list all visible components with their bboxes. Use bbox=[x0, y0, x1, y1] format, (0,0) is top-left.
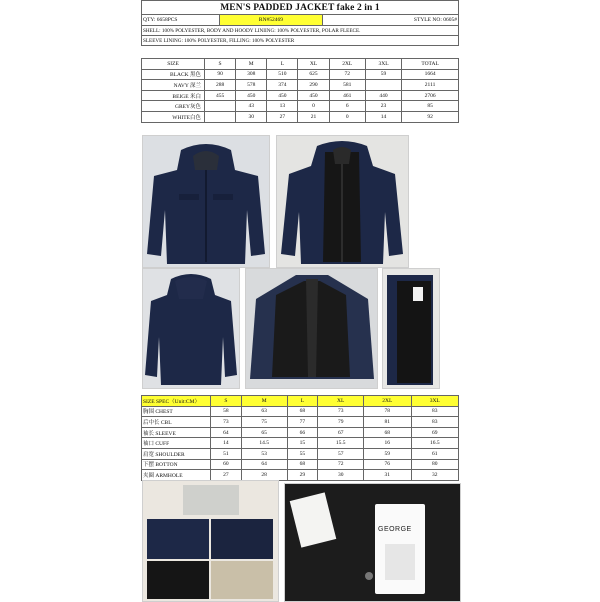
qty-cell: 59 bbox=[365, 69, 401, 80]
qty-cell: 450 bbox=[236, 90, 267, 101]
qty-cell: 581 bbox=[329, 80, 365, 91]
qty-color-label: NAVY 深兰 bbox=[142, 80, 205, 91]
spec-header-cell: 3XL bbox=[411, 396, 459, 407]
spec-cell: 83 bbox=[411, 406, 459, 417]
spec-cell: 30 bbox=[318, 470, 364, 481]
spec-cell: 57 bbox=[318, 448, 364, 459]
spec-cell: 58 bbox=[211, 406, 242, 417]
spec-row bbox=[142, 406, 459, 417]
spec-row bbox=[142, 470, 459, 481]
qty-cell: 374 bbox=[267, 80, 298, 91]
qty-cell: 27 bbox=[267, 111, 298, 122]
qty-cell: 578 bbox=[236, 80, 267, 91]
qty-row bbox=[142, 111, 459, 122]
spec-cell: 72 bbox=[318, 459, 364, 470]
spec-cell: 31 bbox=[364, 470, 411, 481]
qty-cell: 308 bbox=[236, 69, 267, 80]
spec-cell: 81 bbox=[364, 417, 411, 428]
spec-header-cell: 2XL bbox=[364, 396, 411, 407]
qty-cell: 450 bbox=[298, 90, 329, 101]
fabric-line-2: SLEEVE LINING: 100% POLYESTER, FILLING: 100% POLYESTER bbox=[142, 36, 459, 46]
qty-cell: 14 bbox=[365, 111, 401, 122]
photo-care-label bbox=[284, 483, 461, 602]
qty-cell: 30 bbox=[236, 111, 267, 122]
spec-cell: 67 bbox=[318, 427, 364, 438]
qty-row bbox=[142, 69, 459, 80]
spec-cell: 53 bbox=[241, 448, 287, 459]
photo-navy-front-hood bbox=[142, 135, 270, 268]
spec-measure-label: 夹圈 ARMHOLE bbox=[142, 470, 211, 481]
spec-cell: 73 bbox=[318, 406, 364, 417]
spec-cell: 55 bbox=[287, 448, 318, 459]
spec-measure-label: 肩宽 SHOULDER bbox=[142, 448, 211, 459]
qty-cell: 455 bbox=[205, 90, 236, 101]
spec-cell: 76 bbox=[364, 459, 411, 470]
spec-header-cell: S bbox=[211, 396, 242, 407]
qty-cell: 1664 bbox=[402, 69, 459, 80]
spec-measure-label: 后中长 CBL bbox=[142, 417, 211, 428]
spec-row bbox=[142, 448, 459, 459]
fabric-table bbox=[141, 25, 459, 46]
qty-cell: 23 bbox=[365, 101, 401, 112]
spec-cell: 29 bbox=[287, 470, 318, 481]
spec-cell: 15 bbox=[287, 438, 318, 449]
spec-cell: 73 bbox=[211, 417, 242, 428]
qty-row bbox=[142, 80, 459, 91]
spec-cell: 28 bbox=[241, 470, 287, 481]
qty-cell: 21 bbox=[298, 111, 329, 122]
spec-cell: 16.5 bbox=[411, 438, 459, 449]
qty-cell: 450 bbox=[267, 90, 298, 101]
fabric-line-1: SHELL: 100% POLYESTER, BODY AND HOODY LINIING: 100% POLYESTER, POLAR FLEECE. bbox=[142, 26, 459, 36]
spec-cell: 65 bbox=[241, 427, 287, 438]
qty-header-cell: M bbox=[236, 59, 267, 70]
qty-cell: 6 bbox=[329, 101, 365, 112]
qty-header-cell: TOTAL bbox=[402, 59, 459, 70]
photo-navy-open-front bbox=[276, 135, 409, 268]
spec-cell: 75 bbox=[241, 417, 287, 428]
qty-cell: 290 bbox=[298, 80, 329, 91]
qty-cell bbox=[205, 101, 236, 112]
spec-cell: 27 bbox=[211, 470, 242, 481]
spec-header-cell: M bbox=[241, 396, 287, 407]
spec-cell: 79 bbox=[318, 417, 364, 428]
qty-cell: 0 bbox=[329, 111, 365, 122]
spec-cell: 83 bbox=[411, 417, 459, 428]
spec-measure-label: 下摆 BOTTON bbox=[142, 459, 211, 470]
spec-row bbox=[142, 427, 459, 438]
qty-header-cell: 2XL bbox=[329, 59, 365, 70]
spec-cell: 59 bbox=[364, 448, 411, 459]
spec-cell: 68 bbox=[287, 406, 318, 417]
spec-cell: 64 bbox=[211, 427, 242, 438]
spec-cell: 51 bbox=[211, 448, 242, 459]
spec-cell: 14 bbox=[211, 438, 242, 449]
qty-total: QTY: 6658PCS bbox=[142, 15, 220, 26]
qty-cell: 0 bbox=[298, 101, 329, 112]
qty-color-label: WHITE白色 bbox=[142, 111, 205, 122]
rn-number: RN#52469 bbox=[220, 15, 323, 26]
qty-cell bbox=[365, 80, 401, 91]
spec-row bbox=[142, 417, 459, 428]
qty-cell: 92 bbox=[402, 111, 459, 122]
qty-cell: 288 bbox=[205, 80, 236, 91]
spec-measure-label: 胸围 CHEST bbox=[142, 406, 211, 417]
spec-cell: 66 bbox=[287, 427, 318, 438]
spec-cell: 69 bbox=[411, 427, 459, 438]
qty-cell: 510 bbox=[267, 69, 298, 80]
spec-measure-label: 袖长 SLEEVE bbox=[142, 427, 211, 438]
size-spec-table bbox=[141, 395, 459, 481]
qty-cell: 72 bbox=[329, 69, 365, 80]
qty-row bbox=[142, 101, 459, 112]
qty-color-label: BEIGE 米白 bbox=[142, 90, 205, 101]
spec-cell: 64 bbox=[241, 459, 287, 470]
spec-cell: 16 bbox=[364, 438, 411, 449]
qty-cell: 90 bbox=[205, 69, 236, 80]
photo-inner-detail bbox=[382, 268, 440, 389]
qty-cell: 85 bbox=[402, 101, 459, 112]
spec-cell: 68 bbox=[287, 459, 318, 470]
spec-cell: 60 bbox=[211, 459, 242, 470]
spec-header-row bbox=[142, 396, 459, 407]
qty-cell: 2706 bbox=[402, 90, 459, 101]
qty-cell: 2111 bbox=[402, 80, 459, 91]
spec-cell: 78 bbox=[364, 406, 411, 417]
qty-row bbox=[142, 90, 459, 101]
spec-header-cell: XL bbox=[318, 396, 364, 407]
qty-cell: 461 bbox=[329, 90, 365, 101]
qty-cell: 440 bbox=[365, 90, 401, 101]
spec-cell: 61 bbox=[411, 448, 459, 459]
spec-row bbox=[142, 438, 459, 449]
qty-color-label: GREY灰色 bbox=[142, 101, 205, 112]
header-table bbox=[141, 0, 459, 26]
qty-cell: 13 bbox=[267, 101, 298, 112]
photo-fleece-lining bbox=[245, 268, 378, 389]
style-number: STYLE NO: 0605# bbox=[323, 15, 459, 26]
qty-cell: 625 bbox=[298, 69, 329, 80]
spec-measure-label: 袖口 CUFF bbox=[142, 438, 211, 449]
qty-cell bbox=[205, 111, 236, 122]
qty-header-cell: SIZE bbox=[142, 59, 205, 70]
spec-cell: 80 bbox=[411, 459, 459, 470]
spec-header-cell: SIZE SPEC（Unit:CM） bbox=[142, 396, 211, 407]
spec-sheet bbox=[141, 0, 459, 600]
spec-cell: 15.5 bbox=[318, 438, 364, 449]
qty-header-cell: 3XL bbox=[365, 59, 401, 70]
spec-row bbox=[142, 459, 459, 470]
spec-cell: 68 bbox=[364, 427, 411, 438]
photo-navy-back bbox=[142, 268, 240, 389]
spec-cell: 14.5 bbox=[241, 438, 287, 449]
qty-color-label: BLACK 黑色 bbox=[142, 69, 205, 80]
spec-cell: 77 bbox=[287, 417, 318, 428]
sheet-title: MEN'S PADDED JACKET fake 2 in 1 bbox=[142, 1, 459, 15]
qty-header-cell: L bbox=[267, 59, 298, 70]
qty-header-row bbox=[142, 59, 459, 70]
spec-header-cell: L bbox=[287, 396, 318, 407]
spec-cell: 32 bbox=[411, 470, 459, 481]
photo-color-stack bbox=[142, 480, 279, 602]
quantity-table bbox=[141, 58, 459, 123]
qty-header-cell: S bbox=[205, 59, 236, 70]
spec-cell: 63 bbox=[241, 406, 287, 417]
brand-tag-label: GEORGE bbox=[378, 526, 412, 533]
qty-header-cell: XL bbox=[298, 59, 329, 70]
qty-cell: 43 bbox=[236, 101, 267, 112]
